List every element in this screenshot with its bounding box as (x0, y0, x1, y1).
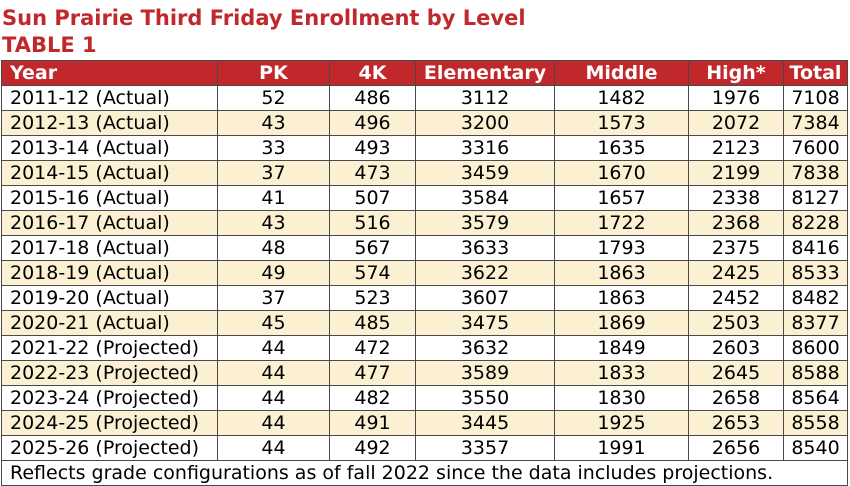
cell-elementary: 3316 (416, 136, 555, 161)
cell-middle: 1863 (555, 286, 689, 311)
cell-total: 7108 (784, 86, 848, 111)
cell-high: 2658 (689, 386, 784, 411)
cell-elementary: 3632 (416, 336, 555, 361)
cell-middle: 1833 (555, 361, 689, 386)
cell-pk: 43 (218, 111, 330, 136)
cell-pk: 41 (218, 186, 330, 211)
column-header-high: High* (689, 61, 784, 86)
cell-total: 8228 (784, 211, 848, 236)
cell-elementary: 3200 (416, 111, 555, 136)
enrollment-table (1, 60, 848, 486)
cell-year: 2013-14 (Actual) (2, 136, 218, 161)
cell-elementary: 3589 (416, 361, 555, 386)
column-header-elementary: Elementary (416, 61, 555, 86)
cell-high: 2338 (689, 186, 784, 211)
cell-year: 2017-18 (Actual) (2, 236, 218, 261)
cell-elementary: 3607 (416, 286, 555, 311)
cell-year: 2024-25 (Projected) (2, 411, 218, 436)
cell-high: 2123 (689, 136, 784, 161)
cell-elementary: 3550 (416, 386, 555, 411)
cell-4k: 493 (330, 136, 416, 161)
table-row (2, 211, 848, 236)
cell-year: 2018-19 (Actual) (2, 261, 218, 286)
table-row (2, 436, 848, 461)
cell-4k: 496 (330, 111, 416, 136)
table-row (2, 261, 848, 286)
cell-middle: 1863 (555, 261, 689, 286)
table-label: TABLE 1 (2, 33, 97, 57)
table-row (2, 361, 848, 386)
cell-year: 2020-21 (Actual) (2, 311, 218, 336)
cell-pk: 52 (218, 86, 330, 111)
cell-total: 8416 (784, 236, 848, 261)
cell-high: 2656 (689, 436, 784, 461)
cell-year: 2015-16 (Actual) (2, 186, 218, 211)
cell-pk: 44 (218, 336, 330, 361)
cell-total: 8600 (784, 336, 848, 361)
cell-total: 8377 (784, 311, 848, 336)
cell-middle: 1991 (555, 436, 689, 461)
cell-elementary: 3459 (416, 161, 555, 186)
cell-4k: 516 (330, 211, 416, 236)
cell-year: 2012-13 (Actual) (2, 111, 218, 136)
cell-year: 2019-20 (Actual) (2, 286, 218, 311)
cell-middle: 1573 (555, 111, 689, 136)
cell-pk: 48 (218, 236, 330, 261)
cell-total: 7384 (784, 111, 848, 136)
cell-high: 2199 (689, 161, 784, 186)
cell-high: 2425 (689, 261, 784, 286)
cell-middle: 1793 (555, 236, 689, 261)
cell-elementary: 3633 (416, 236, 555, 261)
cell-pk: 44 (218, 361, 330, 386)
cell-total: 8588 (784, 361, 848, 386)
cell-pk: 44 (218, 386, 330, 411)
cell-total: 7600 (784, 136, 848, 161)
cell-high: 2375 (689, 236, 784, 261)
page-title: Sun Prairie Third Friday Enrollment by Level (2, 6, 526, 30)
cell-4k: 485 (330, 311, 416, 336)
column-header-4k: 4K (330, 61, 416, 86)
cell-total: 8533 (784, 261, 848, 286)
cell-pk: 37 (218, 161, 330, 186)
cell-elementary: 3112 (416, 86, 555, 111)
cell-elementary: 3584 (416, 186, 555, 211)
column-header-middle: Middle (555, 61, 689, 86)
column-header-year: Year (2, 61, 218, 86)
table-row (2, 236, 848, 261)
cell-elementary: 3622 (416, 261, 555, 286)
cell-high: 2603 (689, 336, 784, 361)
cell-pk: 33 (218, 136, 330, 161)
table-row (2, 311, 848, 336)
cell-total: 8564 (784, 386, 848, 411)
cell-elementary: 3357 (416, 436, 555, 461)
cell-total: 8558 (784, 411, 848, 436)
table-row (2, 336, 848, 361)
cell-year: 2016-17 (Actual) (2, 211, 218, 236)
cell-high: 2645 (689, 361, 784, 386)
table-header-row (2, 61, 848, 86)
cell-year: 2021-22 (Projected) (2, 336, 218, 361)
cell-4k: 567 (330, 236, 416, 261)
cell-4k: 482 (330, 386, 416, 411)
cell-elementary: 3579 (416, 211, 555, 236)
cell-4k: 492 (330, 436, 416, 461)
cell-elementary: 3445 (416, 411, 555, 436)
cell-high: 2653 (689, 411, 784, 436)
cell-middle: 1830 (555, 386, 689, 411)
cell-pk: 37 (218, 286, 330, 311)
table-row (2, 86, 848, 111)
cell-middle: 1925 (555, 411, 689, 436)
cell-high: 2368 (689, 211, 784, 236)
footnote: Reflects grade configurations as of fall 2022 since the data includes projections. (2, 461, 848, 486)
cell-middle: 1849 (555, 336, 689, 361)
cell-middle: 1482 (555, 86, 689, 111)
cell-elementary: 3475 (416, 311, 555, 336)
column-header-pk: PK (218, 61, 330, 86)
cell-4k: 473 (330, 161, 416, 186)
footnote-row (2, 461, 848, 486)
cell-year: 2025-26 (Projected) (2, 436, 218, 461)
cell-total: 7838 (784, 161, 848, 186)
cell-year: 2011-12 (Actual) (2, 86, 218, 111)
cell-pk: 45 (218, 311, 330, 336)
cell-year: 2022-23 (Projected) (2, 361, 218, 386)
cell-pk: 44 (218, 411, 330, 436)
cell-year: 2014-15 (Actual) (2, 161, 218, 186)
cell-total: 8482 (784, 286, 848, 311)
cell-total: 8127 (784, 186, 848, 211)
table-row (2, 386, 848, 411)
cell-middle: 1657 (555, 186, 689, 211)
cell-4k: 491 (330, 411, 416, 436)
cell-4k: 472 (330, 336, 416, 361)
cell-middle: 1869 (555, 311, 689, 336)
cell-pk: 49 (218, 261, 330, 286)
table-row (2, 186, 848, 211)
column-header-total: Total (784, 61, 848, 86)
table-row (2, 111, 848, 136)
cell-middle: 1670 (555, 161, 689, 186)
cell-4k: 574 (330, 261, 416, 286)
cell-pk: 43 (218, 211, 330, 236)
cell-high: 2072 (689, 111, 784, 136)
cell-high: 1976 (689, 86, 784, 111)
cell-pk: 44 (218, 436, 330, 461)
cell-4k: 477 (330, 361, 416, 386)
cell-total: 8540 (784, 436, 848, 461)
table-row (2, 136, 848, 161)
table-row (2, 286, 848, 311)
cell-middle: 1722 (555, 211, 689, 236)
cell-4k: 523 (330, 286, 416, 311)
table-row (2, 411, 848, 436)
cell-middle: 1635 (555, 136, 689, 161)
table-row (2, 161, 848, 186)
cell-year: 2023-24 (Projected) (2, 386, 218, 411)
cell-4k: 507 (330, 186, 416, 211)
cell-4k: 486 (330, 86, 416, 111)
cell-high: 2452 (689, 286, 784, 311)
cell-high: 2503 (689, 311, 784, 336)
